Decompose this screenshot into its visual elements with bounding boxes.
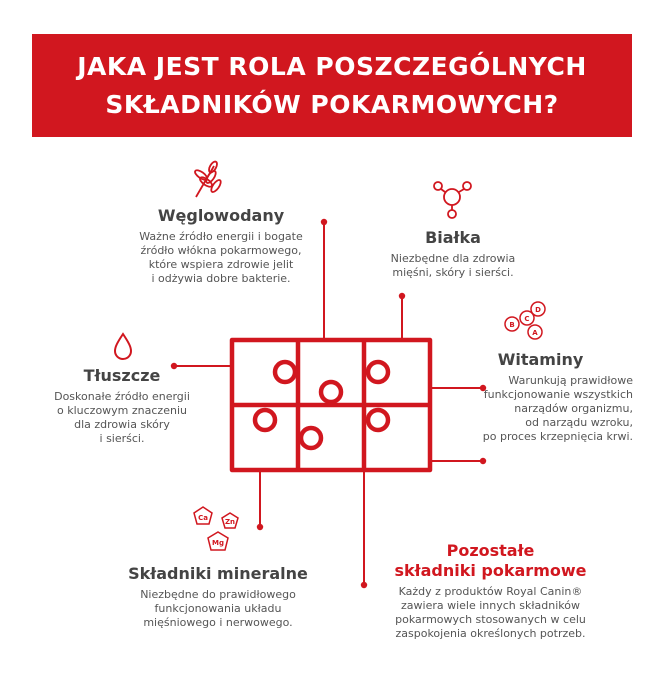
vitamins-title: Witaminy xyxy=(497,350,584,369)
other-title-line1: Pozostałe xyxy=(446,541,535,560)
other-title-line2: składniki pokarmowe xyxy=(394,561,587,580)
svg-text:Ca: Ca xyxy=(198,514,208,522)
molecule-icon xyxy=(434,182,471,218)
fats-desc: Doskonałe źródło energii o kluczowym znaczeniu dla zdrowia skóry i sierści. xyxy=(54,390,190,445)
carbs-title: Węglowodany xyxy=(157,206,285,225)
svg-text:A: A xyxy=(532,329,538,337)
vitamins-icon xyxy=(505,302,545,339)
minerals-desc: Niezbędne do prawidłowego funkcjonowania układu mięśniowego i nerwowego. xyxy=(140,588,296,629)
minerals-block xyxy=(104,564,332,630)
svg-text:Zn: Zn xyxy=(224,518,236,526)
svg-text:B: B xyxy=(509,321,515,329)
fats-block xyxy=(42,366,202,446)
carbs-desc: Ważne źródło energii i bogate źródło włókna pokarmowego, które wspiera zdrowie jelit i odżywia dobre bakterie. xyxy=(139,230,303,285)
other-block xyxy=(378,541,603,641)
protein-block xyxy=(368,228,538,280)
wheat-icon xyxy=(194,160,223,197)
drop-icon xyxy=(115,334,131,359)
fats-title: Tłuszcze xyxy=(83,366,161,385)
vitamins-desc: Warunkują prawidłowe funkcjonowanie wszystkich narządów organizmu, od narządu wzroku, po proces krzepnięcia krwi. xyxy=(482,374,633,443)
minerals-icon xyxy=(194,507,238,550)
svg-text:D: D xyxy=(535,306,541,314)
header-title-line1: JAKA JEST ROLA POSZCZEGÓLNYCH xyxy=(77,52,587,81)
carbs-block xyxy=(126,206,316,286)
protein-desc: Niezbędne dla zdrowia mięśni, skóry i sierści. xyxy=(390,252,516,279)
other-desc: Każdy z produktów Royal Canin® zawiera wiele innych składników pokarmowych stosowanych w celu zaspokojenia określonych potrzeb. xyxy=(395,585,586,640)
svg-text:Mg: Mg xyxy=(212,539,224,547)
header-title-line2: SKŁADNIKÓW POKARMOWYCH? xyxy=(105,90,559,119)
svg-text:C: C xyxy=(524,315,530,323)
protein-title: Białka xyxy=(425,228,481,247)
puzzle-icon xyxy=(232,340,430,470)
minerals-title: Składniki mineralne xyxy=(128,564,308,583)
vitamins-block xyxy=(448,350,633,444)
